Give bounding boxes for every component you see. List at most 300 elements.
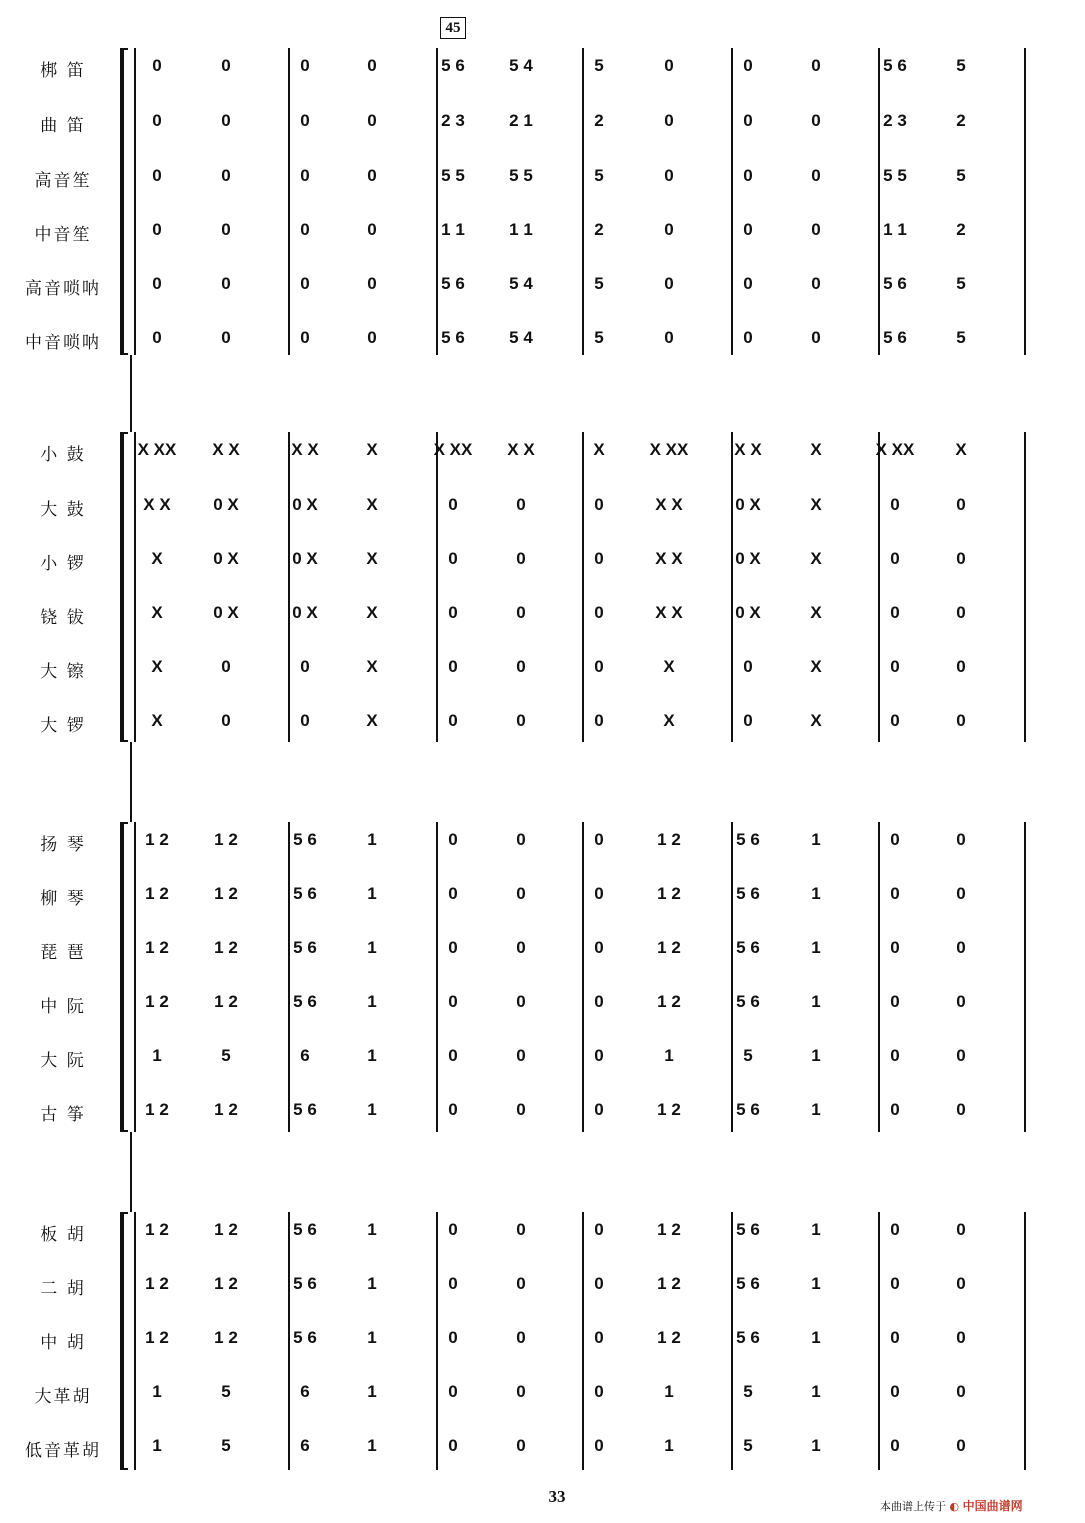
bar-line	[582, 822, 584, 1132]
note-cell: X	[366, 603, 378, 622]
note-cell: 0	[300, 657, 310, 676]
note-cell: 0	[448, 603, 458, 622]
brace-tip	[120, 1130, 128, 1132]
note-cell: 0	[448, 1220, 458, 1239]
note-cell: 0	[956, 884, 966, 903]
note-cell: 1	[811, 1274, 821, 1293]
note-cell: 5 6	[293, 1274, 317, 1293]
note-cell: 0	[448, 938, 458, 957]
note-cell: 2	[956, 220, 966, 239]
instrument-label: 大 阮	[40, 1051, 86, 1071]
note-cell: 0	[516, 657, 526, 676]
note-cell: 5 6	[293, 1100, 317, 1119]
group-brace	[120, 48, 124, 355]
note-cell: 5	[221, 1436, 231, 1455]
note-cell: 0	[448, 1382, 458, 1401]
note-cell: 1	[664, 1046, 674, 1065]
note-cell: 0	[743, 220, 753, 239]
note-cell: 2 3	[883, 111, 907, 130]
note-cell: 5	[221, 1382, 231, 1401]
note-cell: 5 6	[736, 884, 760, 903]
note-cell: 0	[367, 220, 377, 239]
note-cell: 0	[594, 711, 604, 730]
note-cell: 0	[367, 56, 377, 75]
note-cell: 2 1	[509, 111, 533, 130]
note-cell: 0	[516, 549, 526, 568]
note-cell: 5 6	[736, 1220, 760, 1239]
note-cell: 0	[516, 992, 526, 1011]
note-cell: 0	[221, 274, 231, 293]
note-cell: 1 1	[509, 220, 533, 239]
note-cell: 0	[956, 1274, 966, 1293]
note-cell: 1	[367, 1382, 377, 1401]
note-cell: 1 2	[214, 1328, 238, 1347]
note-cell: 0	[300, 711, 310, 730]
note-cell: 0	[594, 992, 604, 1011]
note-cell: 0	[811, 328, 821, 347]
note-cell: 6	[300, 1046, 310, 1065]
note-cell: 5	[956, 56, 966, 75]
note-cell: X	[810, 603, 822, 622]
bar-line	[288, 822, 290, 1132]
note-cell: 1	[367, 1220, 377, 1239]
note-cell: X X	[734, 440, 762, 459]
note-cell: 0	[956, 1220, 966, 1239]
note-cell: 1	[367, 992, 377, 1011]
note-cell: 0	[367, 274, 377, 293]
note-cell: 1	[811, 1436, 821, 1455]
bar-line	[1024, 822, 1026, 1132]
instrument-label: 曲 笛	[40, 116, 86, 136]
note-cell: 1 2	[657, 884, 681, 903]
note-cell: 0 X	[735, 549, 761, 568]
note-cell: 5 6	[883, 328, 907, 347]
note-cell: 1 2	[657, 938, 681, 957]
note-cell: 1 2	[214, 1100, 238, 1119]
footer-site: 中国曲谱网	[962, 1499, 1023, 1513]
note-cell: 5 5	[509, 166, 533, 185]
note-cell: 0	[890, 657, 900, 676]
bar-line	[134, 822, 136, 1132]
instrument-label: 中音笙	[34, 225, 92, 245]
brace-tip	[120, 353, 128, 355]
note-cell: 0	[890, 603, 900, 622]
note-cell: 0	[152, 111, 162, 130]
instrument-label: 低音革胡	[25, 1441, 101, 1461]
note-cell: X	[663, 711, 675, 730]
note-cell: 1	[367, 1274, 377, 1293]
note-cell: 0	[516, 1328, 526, 1347]
note-cell: 1 2	[214, 884, 238, 903]
note-cell: X	[810, 440, 822, 459]
note-cell: 0	[448, 1328, 458, 1347]
note-cell: 0	[890, 830, 900, 849]
note-cell: 0 X	[213, 603, 239, 622]
note-cell: 1 2	[145, 884, 169, 903]
bar-line	[1024, 1212, 1026, 1470]
note-cell: 0	[448, 1274, 458, 1293]
note-cell: 0	[743, 328, 753, 347]
note-cell: 1	[811, 1100, 821, 1119]
note-cell: 5 6	[441, 328, 465, 347]
note-cell: 0	[594, 1328, 604, 1347]
note-cell: X X	[655, 495, 683, 514]
note-cell: 0	[448, 992, 458, 1011]
bar-line	[436, 432, 438, 742]
note-cell: 0	[516, 1100, 526, 1119]
note-cell: 5 6	[736, 1328, 760, 1347]
note-cell: 0	[448, 884, 458, 903]
bar-line	[288, 432, 290, 742]
note-cell: 0	[664, 56, 674, 75]
note-cell: 5 4	[509, 274, 533, 293]
note-cell: 1 2	[214, 830, 238, 849]
note-cell: 5	[956, 274, 966, 293]
note-cell: 1 2	[145, 1328, 169, 1347]
note-cell: 0	[516, 884, 526, 903]
page-number: 33	[548, 1487, 566, 1506]
note-cell: 1 1	[441, 220, 465, 239]
note-cell: X X	[143, 495, 171, 514]
note-cell: 0	[956, 657, 966, 676]
note-cell: 1 1	[883, 220, 907, 239]
instrument-label: 高音唢呐	[25, 279, 101, 299]
note-cell: 0	[890, 711, 900, 730]
note-cell: X XX	[433, 440, 473, 459]
note-cell: 5 4	[509, 328, 533, 347]
note-cell: 0	[367, 111, 377, 130]
system-connector	[130, 742, 132, 822]
note-cell: 0	[956, 1436, 966, 1455]
brace-tip	[120, 48, 128, 50]
note-cell: 0	[594, 1046, 604, 1065]
note-cell: 5 6	[736, 938, 760, 957]
note-cell: 0	[594, 549, 604, 568]
note-cell: X XX	[649, 440, 689, 459]
note-cell: 0	[448, 549, 458, 568]
note-cell: 1	[811, 992, 821, 1011]
note-cell: X	[955, 440, 967, 459]
note-cell: 0	[890, 1046, 900, 1065]
note-cell: 5 5	[441, 166, 465, 185]
note-cell: X	[366, 440, 378, 459]
bar-line	[731, 432, 733, 742]
note-cell: 0	[367, 328, 377, 347]
note-cell: 0	[743, 274, 753, 293]
note-cell: 1 2	[657, 1328, 681, 1347]
note-cell: 0	[956, 1100, 966, 1119]
note-cell: 1	[811, 1046, 821, 1065]
note-cell: X XX	[137, 440, 177, 459]
note-cell: 1	[664, 1436, 674, 1455]
note-cell: X XX	[875, 440, 915, 459]
note-cell: 0	[516, 711, 526, 730]
note-cell: 1	[152, 1046, 162, 1065]
note-cell: 0	[367, 166, 377, 185]
note-cell: 1 2	[145, 1220, 169, 1239]
bar-line	[1024, 432, 1026, 742]
bar-line	[878, 432, 880, 742]
note-cell: 1	[152, 1382, 162, 1401]
note-cell: 0	[516, 603, 526, 622]
group-brace	[120, 1212, 124, 1470]
note-cell: 5 4	[509, 56, 533, 75]
instrument-label: 中音唢呐	[25, 333, 101, 353]
note-cell: 0	[890, 992, 900, 1011]
note-cell: 0	[594, 603, 604, 622]
instrument-label: 扬 琴	[40, 835, 86, 855]
note-cell: 6	[300, 1436, 310, 1455]
note-cell: 0	[594, 1100, 604, 1119]
note-cell: 1	[152, 1436, 162, 1455]
note-cell: 0	[221, 56, 231, 75]
note-cell: 0	[743, 166, 753, 185]
instrument-label: 大 鼓	[40, 500, 86, 520]
note-cell: 1 2	[214, 1220, 238, 1239]
note-cell: 5	[956, 328, 966, 347]
note-cell: 1	[811, 830, 821, 849]
note-cell: X	[810, 711, 822, 730]
note-cell: 0	[152, 166, 162, 185]
note-cell: X	[366, 657, 378, 676]
system-connector	[130, 1132, 132, 1212]
note-cell: 0	[300, 274, 310, 293]
note-cell: 2	[594, 220, 604, 239]
bar-line	[134, 432, 136, 742]
note-cell: 6	[300, 1382, 310, 1401]
note-cell: 0	[221, 328, 231, 347]
note-cell: 0	[516, 1220, 526, 1239]
note-cell: 5 6	[293, 938, 317, 957]
note-cell: 5 6	[293, 884, 317, 903]
note-cell: X	[151, 603, 163, 622]
note-cell: 0	[152, 220, 162, 239]
system-connector	[130, 355, 132, 432]
note-cell: 0	[594, 1382, 604, 1401]
note-cell: 0	[890, 1274, 900, 1293]
instrument-label: 二 胡	[40, 1279, 86, 1299]
note-cell: 1	[811, 938, 821, 957]
note-cell: 0	[664, 111, 674, 130]
brace-tip	[120, 1468, 128, 1470]
note-cell: 0	[743, 657, 753, 676]
note-cell: 0	[594, 830, 604, 849]
note-cell: 5	[594, 274, 604, 293]
note-cell: 5	[743, 1046, 753, 1065]
bar-line	[134, 48, 136, 355]
note-cell: 0	[448, 830, 458, 849]
instrument-label: 小 锣	[40, 554, 86, 574]
instrument-label: 大革胡	[34, 1387, 92, 1407]
note-cell: 5 5	[883, 166, 907, 185]
note-cell: 0	[221, 166, 231, 185]
rehearsal-mark: 45	[440, 17, 466, 39]
note-cell: X	[151, 549, 163, 568]
note-cell: 1	[811, 1220, 821, 1239]
note-cell: 1	[367, 1100, 377, 1119]
note-cell: X	[151, 657, 163, 676]
note-cell: 0	[890, 549, 900, 568]
note-cell: 5 6	[293, 1220, 317, 1239]
note-cell: 0	[664, 274, 674, 293]
note-cell: 1	[367, 1046, 377, 1065]
note-cell: 0	[811, 274, 821, 293]
note-cell: 0	[594, 657, 604, 676]
note-cell: 0	[890, 884, 900, 903]
note-cell: 0	[221, 711, 231, 730]
note-cell: 0 X	[292, 549, 318, 568]
note-cell: 0	[594, 495, 604, 514]
note-cell: 0	[594, 938, 604, 957]
site-logo-icon: ◐	[949, 1500, 960, 1513]
footer-text: 本曲谱上传于	[880, 1500, 946, 1513]
note-cell: 1	[811, 884, 821, 903]
note-cell: 1	[664, 1382, 674, 1401]
note-cell: X	[151, 711, 163, 730]
note-cell: 0	[516, 1382, 526, 1401]
note-cell: 5 6	[293, 830, 317, 849]
bar-line	[436, 822, 438, 1132]
group-brace	[120, 822, 124, 1132]
instrument-label: 大 锣	[40, 716, 86, 736]
note-cell: 0	[664, 166, 674, 185]
note-cell: 0	[448, 1436, 458, 1455]
note-cell: 1 2	[145, 938, 169, 957]
bar-line	[731, 822, 733, 1132]
note-cell: 0	[152, 56, 162, 75]
note-cell: 1 2	[145, 1274, 169, 1293]
note-cell: 0	[811, 166, 821, 185]
instrument-label: 琵 琶	[40, 943, 86, 963]
note-cell: 5 6	[736, 830, 760, 849]
note-cell: 0	[956, 711, 966, 730]
note-cell: 0 X	[213, 495, 239, 514]
note-cell: 0	[300, 56, 310, 75]
bar-line	[582, 432, 584, 742]
note-cell: 0	[300, 328, 310, 347]
note-cell: 1 2	[214, 1274, 238, 1293]
note-cell: 0	[300, 111, 310, 130]
note-cell: 1	[367, 1436, 377, 1455]
note-cell: 0	[743, 111, 753, 130]
note-cell: X	[366, 549, 378, 568]
note-cell: 1 2	[657, 992, 681, 1011]
note-cell: X	[593, 440, 605, 459]
note-cell: 2	[956, 111, 966, 130]
note-cell: 0	[594, 884, 604, 903]
note-cell: X X	[507, 440, 535, 459]
note-cell: 0	[956, 938, 966, 957]
note-cell: 5	[743, 1436, 753, 1455]
note-cell: 0	[956, 1382, 966, 1401]
note-cell: 5 6	[736, 1100, 760, 1119]
note-cell: 0	[956, 549, 966, 568]
note-cell: 2	[594, 111, 604, 130]
note-cell: 0	[890, 1100, 900, 1119]
note-cell: 5 6	[883, 56, 907, 75]
instrument-label: 柳 琴	[40, 889, 86, 909]
note-cell: 5 6	[736, 992, 760, 1011]
note-cell: X	[810, 549, 822, 568]
note-cell: 0	[743, 56, 753, 75]
note-cell: 0	[221, 220, 231, 239]
note-cell: 0	[890, 1382, 900, 1401]
note-cell: 0	[516, 938, 526, 957]
note-cell: 1 2	[145, 830, 169, 849]
note-cell: 0	[448, 657, 458, 676]
note-cell: 1 2	[657, 830, 681, 849]
note-cell: 0 X	[292, 495, 318, 514]
note-cell: X X	[655, 549, 683, 568]
note-cell: 0 X	[735, 603, 761, 622]
note-cell: 2 3	[441, 111, 465, 130]
bar-line	[878, 48, 880, 355]
note-cell: 0	[594, 1274, 604, 1293]
note-cell: 0	[890, 495, 900, 514]
note-cell: 5	[594, 166, 604, 185]
instrument-label: 高音笙	[34, 171, 92, 191]
note-cell: 0	[956, 603, 966, 622]
note-cell: 0	[300, 166, 310, 185]
note-cell: 0	[811, 220, 821, 239]
note-cell: 0	[594, 1220, 604, 1239]
note-cell: 0	[221, 111, 231, 130]
note-cell: 0	[890, 1436, 900, 1455]
instrument-label: 古 筝	[40, 1105, 86, 1125]
bar-line	[878, 822, 880, 1132]
note-cell: 0	[956, 830, 966, 849]
note-cell: 0	[300, 220, 310, 239]
note-cell: 0	[890, 1220, 900, 1239]
note-cell: 1	[367, 1328, 377, 1347]
note-cell: 5	[956, 166, 966, 185]
note-cell: 1	[367, 938, 377, 957]
note-cell: 1 2	[657, 1220, 681, 1239]
note-cell: 0	[448, 495, 458, 514]
note-cell: 0	[956, 495, 966, 514]
bar-line	[134, 1212, 136, 1470]
bar-line	[582, 48, 584, 355]
note-cell: 0	[811, 56, 821, 75]
instrument-label: 中 胡	[40, 1333, 86, 1353]
note-cell: 0	[594, 1436, 604, 1455]
note-cell: 1 2	[214, 992, 238, 1011]
note-cell: X	[810, 657, 822, 676]
note-cell: 0	[448, 1046, 458, 1065]
note-cell: 0 X	[292, 603, 318, 622]
note-cell: 5 6	[441, 56, 465, 75]
note-cell: 5	[743, 1382, 753, 1401]
instrument-label: 板 胡	[40, 1225, 86, 1245]
note-cell: 5 6	[883, 274, 907, 293]
brace-tip	[120, 822, 128, 824]
note-cell: X	[366, 711, 378, 730]
note-cell: 0	[664, 220, 674, 239]
note-cell: 0	[221, 657, 231, 676]
note-cell: 0	[956, 1046, 966, 1065]
note-cell: 1	[811, 1328, 821, 1347]
note-cell: X X	[291, 440, 319, 459]
note-cell: 1 2	[145, 992, 169, 1011]
brace-tip	[120, 432, 128, 434]
note-cell: 0	[956, 992, 966, 1011]
note-cell: 5	[594, 328, 604, 347]
instrument-label: 梆 笛	[40, 61, 86, 81]
note-cell: 0 X	[735, 495, 761, 514]
note-cell: 5 6	[441, 274, 465, 293]
note-cell: 0	[743, 711, 753, 730]
note-cell: 1	[811, 1382, 821, 1401]
